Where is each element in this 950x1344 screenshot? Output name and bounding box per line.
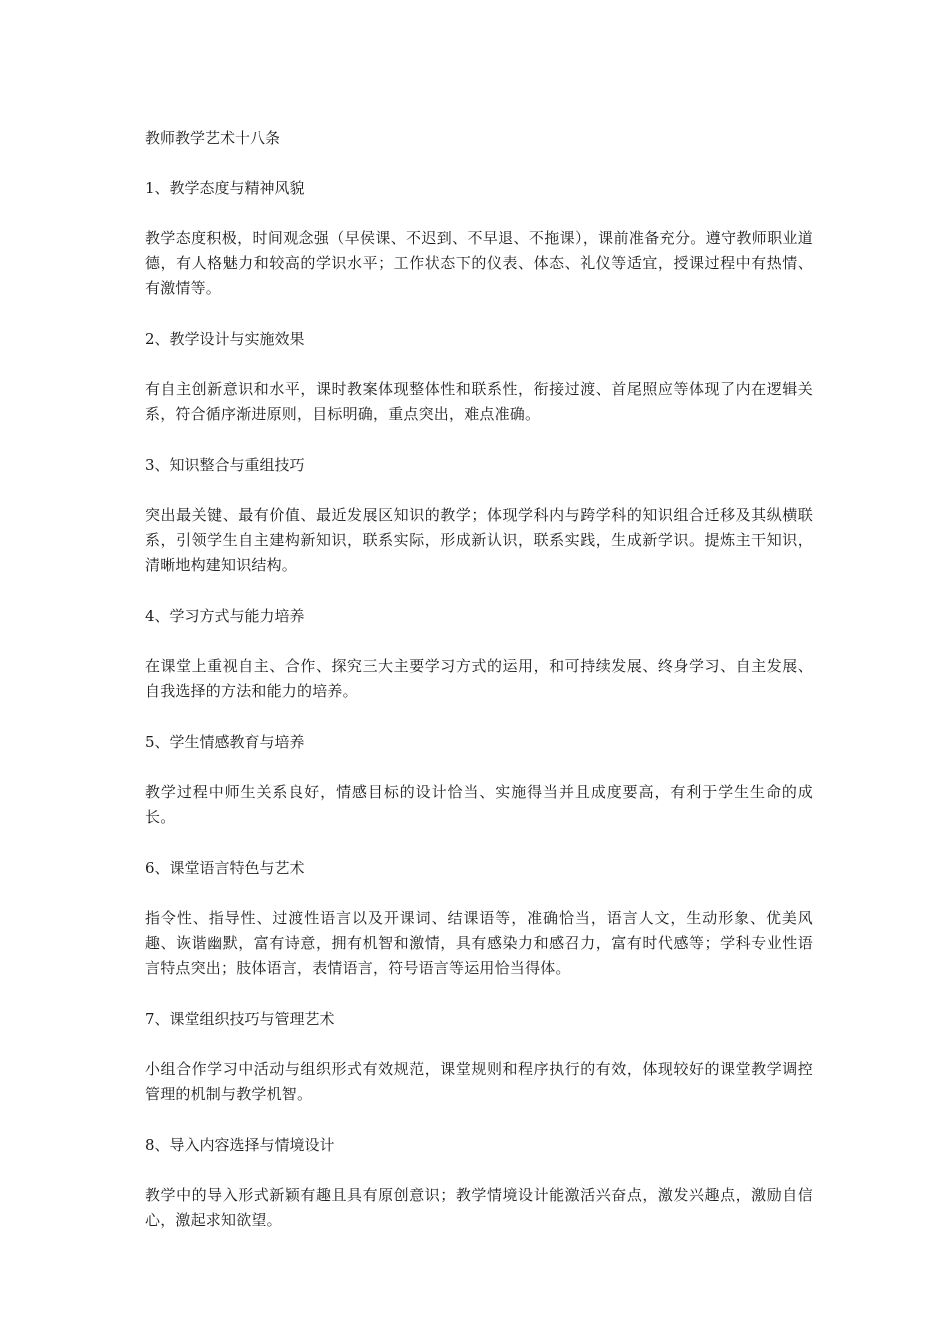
section-body: 小组合作学习中活动与组织形式有效规范，课堂规则和程序执行的有效，体现较好的课堂教学调控管理的机制与教学机智。 <box>145 1060 813 1103</box>
section-body: 突出最关键、最有价值、最近发展区知识的教学；体现学科内与跨学科的知识组合迁移及其纵横联系，引领学生自主建构新知识，联系实际，形成新认识，联系实践，生成新学识。提炼主干知识，清晰地构建知识结构。 <box>145 506 813 574</box>
section-heading: 2、教学设计与实施效果 <box>145 330 305 348</box>
section-4 <box>145 604 813 704</box>
section-body: 教学中的导入形式新颖有趣且具有原创意识；教学情境设计能激活兴奋点，激发兴趣点，激励自信心，激起求知欲望。 <box>145 1186 813 1229</box>
document-title: 教师教学艺术十八条 <box>145 129 281 147</box>
section-3 <box>145 453 813 578</box>
section-heading: 6、课堂语言特色与艺术 <box>145 859 305 877</box>
section-body: 有自主创新意识和水平，课时教案体现整体性和联系性，衔接过渡、首尾照应等体现了内在逻辑关系，符合循序渐进原则，目标明确，重点突出，难点准确。 <box>145 380 813 423</box>
section-heading: 5、学生情感教育与培养 <box>145 733 305 751</box>
section-heading: 8、导入内容选择与情境设计 <box>145 1136 335 1154</box>
section-5 <box>145 730 813 830</box>
section-7 <box>145 1007 813 1107</box>
section-body: 在课堂上重视自主、合作、探究三大主要学习方式的运用，和可持续发展、终身学习、自主发展、自我选择的方法和能力的培养。 <box>145 657 813 700</box>
section-body: 指令性、指导性、过渡性语言以及开课词、结课语等，准确恰当，语言人文，生动形象、优美风趣、诙谐幽默，富有诗意，拥有机智和激情，具有感染力和感召力，富有时代感等；学科专业性语言特点突出；肢体语言，表情语言，符号语言等运用恰当得体。 <box>145 909 813 977</box>
section-heading: 7、课堂组织技巧与管理艺术 <box>145 1010 335 1028</box>
section-8 <box>145 1133 813 1233</box>
section-heading: 1、教学态度与精神风貌 <box>145 179 305 197</box>
section-body: 教学态度积极，时间观念强（早侯课、不迟到、不早退、不拖课），课前准备充分。遵守教师职业道德，有人格魅力和较高的学识水平；工作状态下的仪表、体态、礼仪等适宜，授课过程中有热情、有激情等。 <box>145 229 813 297</box>
section-1 <box>145 176 813 301</box>
section-heading: 3、知识整合与重组技巧 <box>145 456 305 474</box>
document-page <box>145 126 813 1259</box>
section-body: 教学过程中师生关系良好，情感目标的设计恰当、实施得当并且成度要高，有利于学生生命的成长。 <box>145 783 813 826</box>
section-6 <box>145 856 813 981</box>
section-2 <box>145 327 813 427</box>
section-heading: 4、学习方式与能力培养 <box>145 607 305 625</box>
